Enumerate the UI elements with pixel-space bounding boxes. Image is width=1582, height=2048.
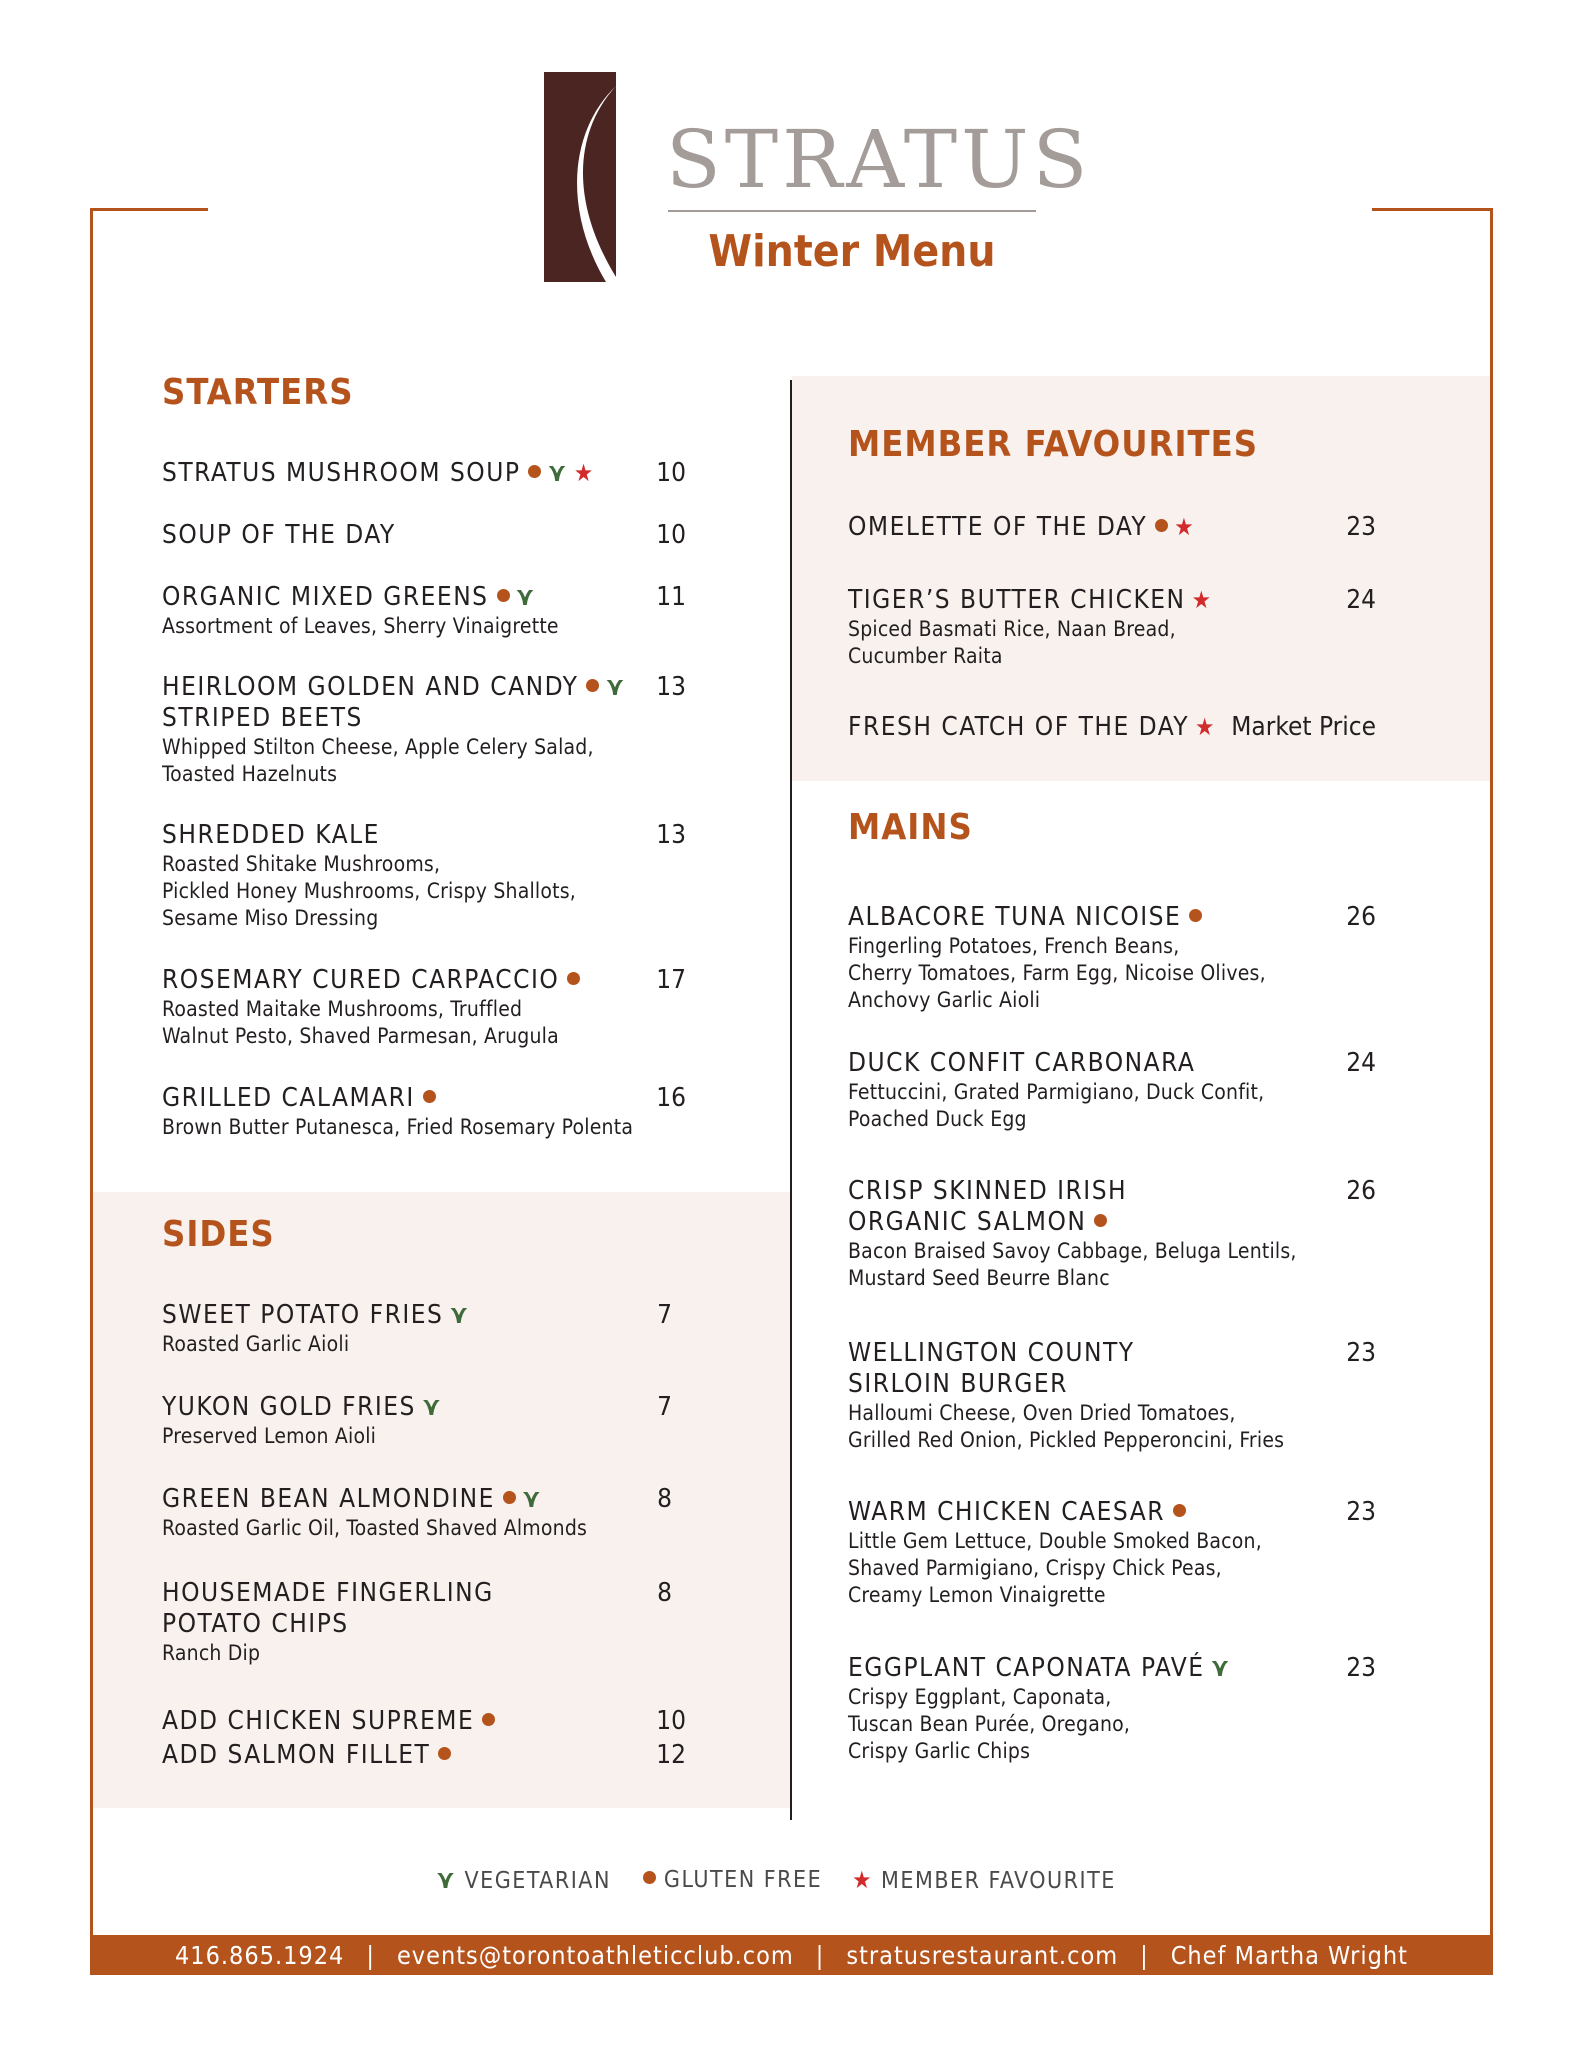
item-name: ADD CHICKEN SUPREME [162,1706,475,1736]
gluten-free-icon [423,1090,436,1103]
item-name: OMELETTE OF THE DAY [848,512,1148,542]
item-price: 8 [657,1578,672,1608]
footer-separator: | [815,1940,825,1970]
item-description-line2: Shaved Parmigiano, Crispy Chick Peas, [848,1556,1222,1580]
item-name: FRESH CATCH OF THE DAY [848,712,1189,742]
gluten-free-icon [438,1747,451,1760]
gluten-free-icon [586,679,599,692]
menu-item [848,1653,1308,1765]
item-name: ALBACORE TUNA NICOISE [848,902,1182,932]
item-name: GRILLED CALAMARI [162,1083,415,1113]
menu-item [162,1706,697,1737]
item-description-line2: Toasted Hazelnuts [162,762,338,786]
item-name: SHREDDED KALE [162,820,380,850]
starters-title: STARTERS [162,372,354,413]
member-favourite-icon: ★ [1191,586,1213,614]
item-name: ROSEMARY CURED CARPACCIO [162,965,560,995]
item-price: 8 [657,1484,672,1514]
vegetarian-icon: ⋎ [521,1484,543,1514]
item-description: Crispy Eggplant, Caponata, [848,1685,1112,1709]
gluten-free-icon [503,1491,516,1504]
vegetarian-icon: ⋎ [449,1300,470,1330]
mains-title: MAINS [848,807,973,848]
item-description: Fettuccini, Grated Parmigiano, Duck Confit, [848,1080,1265,1104]
item-description: Whipped Stilton Cheese, Apple Celery Salad, [162,735,594,759]
item-price: 11 [656,582,686,612]
item-name-line2: STRIPED BEETS [162,703,363,733]
frame-top-right-corner [1372,208,1493,211]
item-price: 26 [1346,1176,1376,1206]
menu-item [162,1300,697,1358]
item-description: Roasted Shitake Mushrooms, [162,852,441,876]
contact-footer [90,1935,1493,1975]
item-price: 24 [1346,1048,1376,1078]
gluten-free-icon [1189,909,1202,922]
item-name: TIGER’S BUTTER CHICKEN [848,585,1186,615]
item-description-line2: Pickled Honey Mushrooms, Crispy Shallots, [162,879,576,903]
member-favourites-title: MEMBER FAVOURITES [848,424,1259,465]
footer-separator: | [1140,1940,1149,1970]
menu-item [848,585,1308,670]
item-name: CRISP SKINNED IRISH [848,1176,1128,1206]
vegetarian-icon: ⋎ [436,1865,457,1895]
item-price: 10 [656,520,686,550]
menu-item [162,965,697,1050]
item-description: Roasted Garlic Aioli [162,1332,350,1356]
item-name: ORGANIC MIXED GREENS [162,582,489,612]
item-description-line2: Tuscan Bean Purée, Oregano, [848,1712,1131,1736]
menu-item [162,1578,697,1667]
item-price: 7 [657,1392,672,1422]
item-name: STRATUS MUSHROOM SOUP [162,458,521,488]
item-description-line3: Anchovy Garlic Aioli [848,988,1041,1012]
vegetarian-icon: ⋎ [605,672,626,702]
gluten-free-icon [1094,1214,1107,1227]
menu-item [848,712,1228,743]
menu-subtitle: Winter Menu [708,226,996,277]
gluten-free-icon [482,1713,495,1726]
item-name: WELLINGTON COUNTY [848,1338,1135,1368]
sides-title: SIDES [162,1214,275,1255]
menu-item [848,512,1308,543]
menu-item [162,820,697,932]
menu-item [848,1338,1328,1454]
item-price: 13 [656,672,686,702]
menu-item [162,1740,697,1771]
menu-item [848,1497,1308,1609]
item-description-line3: Sesame Miso Dressing [162,906,379,930]
item-price: 24 [1346,585,1376,615]
item-price: 12 [656,1740,686,1770]
item-name: SWEET POTATO FRIES [162,1300,444,1330]
menu-item [162,458,697,489]
gluten-free-icon [1155,519,1168,532]
gluten-free-icon [497,589,510,602]
item-name: HOUSEMADE FINGERLING [162,1578,494,1608]
item-price: 23 [1346,1338,1376,1368]
item-description: Brown Butter Putanesca, Fried Rosemary Polenta [162,1115,634,1139]
item-description: Fingerling Potatoes, French Beans, [848,934,1180,958]
item-description: Assortment of Leaves, Sherry Vinaigrette [162,614,559,638]
item-description: Halloumi Cheese, Oven Dried Tomatoes, [848,1401,1236,1425]
item-description: Bacon Braised Savoy Cabbage, Beluga Lentils, [848,1239,1297,1263]
member-favourite-icon: ★ [852,1866,874,1894]
member-favourite-icon: ★ [1195,713,1216,741]
vegetarian-icon: ⋎ [547,458,568,488]
item-price: 13 [656,820,686,850]
item-price: 10 [656,458,686,488]
member-favourite-icon: ★ [573,459,595,487]
footer-website: stratusrestaurant.com [846,1940,1119,1970]
item-name: ADD SALMON FILLET [162,1740,431,1770]
item-name-line2: SIRLOIN BURGER [848,1369,1068,1399]
item-price: 7 [657,1300,672,1330]
item-name-line2: ORGANIC SALMON [848,1207,1087,1237]
item-description-line3: Crispy Garlic Chips [848,1739,1031,1763]
item-description: Roasted Maitake Mushrooms, Truffled [162,997,523,1021]
frame-right-border [1490,208,1493,1968]
frame-top-left-corner [90,208,208,211]
item-price: 17 [656,965,686,995]
member-favourite-icon: ★ [1174,513,1196,541]
item-name: DUCK CONFIT CARBONARA [848,1048,1196,1078]
menu-item [162,520,697,551]
item-name: SOUP OF THE DAY [162,520,396,550]
item-description: Ranch Dip [162,1641,261,1665]
footer-separator: | [366,1940,375,1970]
gluten-free-icon [567,972,580,985]
item-description: Roasted Garlic Oil, Toasted Shaved Almonds [162,1516,588,1540]
item-description: Preserved Lemon Aioli [162,1424,377,1448]
item-name-line2: POTATO CHIPS [162,1609,349,1639]
item-price: 26 [1346,902,1376,932]
menu-item [162,1392,697,1450]
brand-name: STRATUS [666,113,1092,206]
menu-item [848,1176,1308,1292]
item-price: 10 [656,1706,686,1736]
gluten-free-icon [528,465,541,478]
footer-email: events@torontoathleticclub.com [396,1940,794,1970]
item-name: EGGPLANT CAPONATA PAVÉ [848,1653,1205,1683]
vegetarian-icon: ⋎ [515,582,537,612]
item-description-line2: Grilled Red Onion, Pickled Pepperoncini, Fries [848,1428,1285,1452]
item-description-line2: Walnut Pesto, Shaved Parmesan, Arugula [162,1024,559,1048]
item-price: Market Price [1231,712,1376,742]
item-price: 23 [1346,1497,1376,1527]
brand-underline [668,210,1036,212]
item-price: 16 [656,1083,686,1113]
menu-item [162,582,697,640]
item-name: GREEN BEAN ALMONDINE [162,1484,495,1514]
column-divider [790,380,792,1820]
item-description-line2: Cherry Tomatoes, Farm Egg, Nicoise Olives, [848,961,1266,985]
menu-item [162,672,697,788]
gluten-free-icon [1173,1504,1186,1517]
item-name: HEIRLOOM GOLDEN AND CANDY [162,672,579,702]
stratus-logo-mark [544,72,616,282]
menu-item [848,1048,1308,1133]
menu-item [848,902,1308,1014]
item-name: WARM CHICKEN CAESAR [848,1497,1165,1527]
vegetarian-icon: ⋎ [421,1392,443,1422]
item-description: Little Gem Lettuce, Double Smoked Bacon, [848,1529,1262,1553]
item-price: 23 [1346,1653,1376,1683]
item-description-line3: Creamy Lemon Vinaigrette [848,1583,1106,1607]
footer-chef: Chef Martha Wright [1170,1940,1408,1970]
vegetarian-icon: ⋎ [1210,1653,1231,1683]
legend-vegetarian: ⋎ VEGETARIAN [436,1865,611,1895]
legend-member-favourite: ★ MEMBER FAVOURITE [852,1866,1116,1894]
footer-phone: 416.865.1924 [175,1940,345,1970]
item-description: Spiced Basmati Rice, Naan Bread, [848,617,1176,641]
gluten-free-icon [643,1871,656,1884]
item-description-line2: Cucumber Raita [848,644,1003,668]
item-name: YUKON GOLD FRIES [162,1392,416,1422]
legend-gluten-free: GLUTEN FREE [635,1867,822,1893]
item-description-line2: Poached Duck Egg [848,1107,1027,1131]
dietary-legend [430,1860,1116,1900]
item-description-line2: Mustard Seed Beurre Blanc [848,1266,1110,1290]
item-price: 23 [1346,512,1376,542]
